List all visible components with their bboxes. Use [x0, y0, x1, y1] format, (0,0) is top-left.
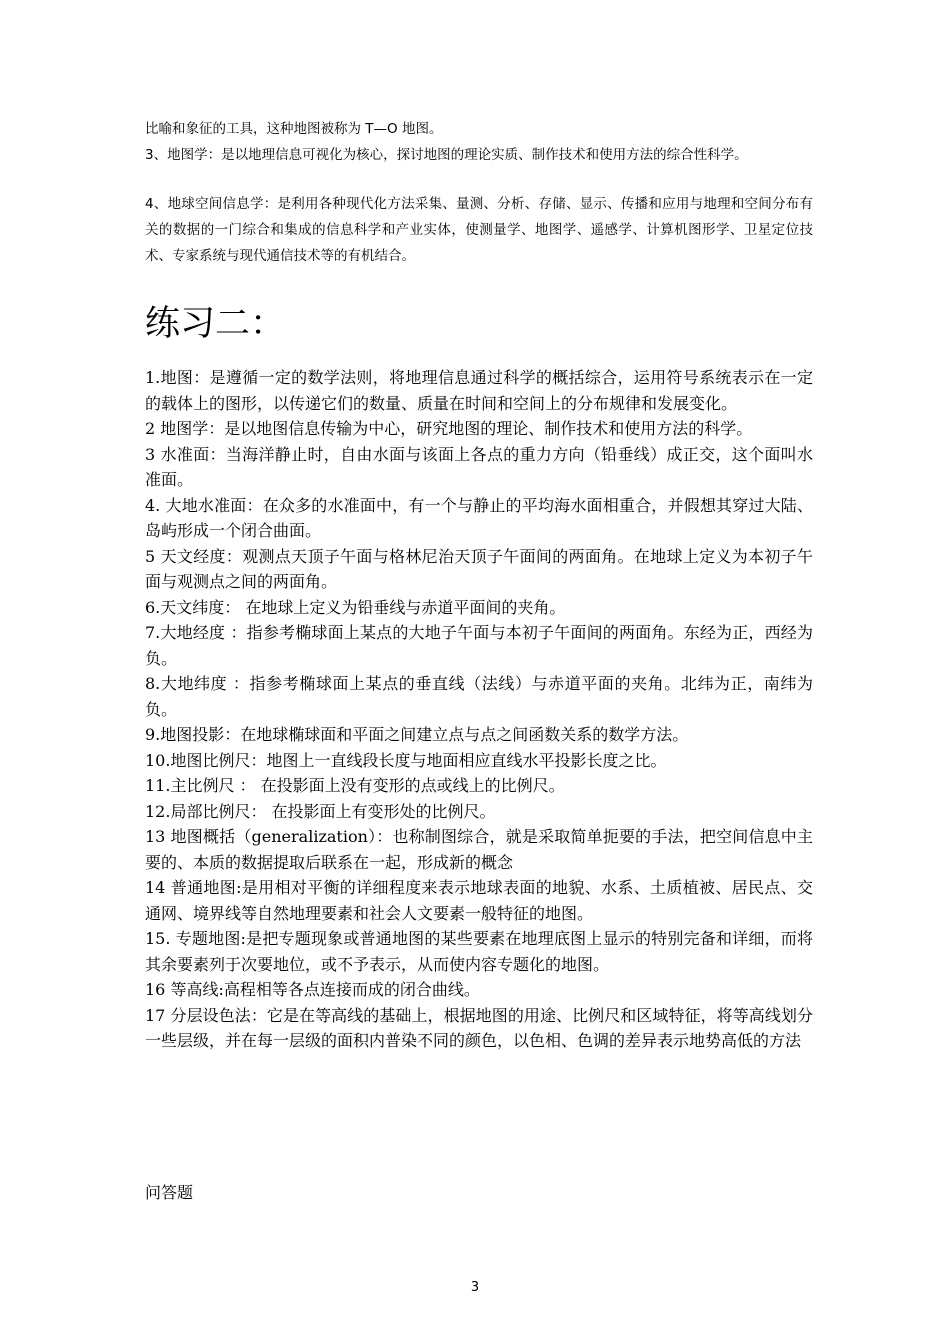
definition-item: 2 地图学：是以地图信息传输为中心，研究地图的理论、制作技术和使用方法的科学。: [145, 419, 753, 438]
section-title: 练习二：: [145, 304, 286, 344]
definition-item: 12.局部比例尺： 在投影面上有变形处的比例尺。: [145, 801, 496, 821]
definition-item: 9.地图投影：在地球椭球面和平面之间建立点与点之间函数关系的数学方法。: [145, 725, 689, 744]
definitions-list: [145, 365, 813, 1054]
definition-item: 15. 专题地图:是把专题现象或普通地图的某些要素在地理底图上显示的特别完备和详细，而将其余要素列于次要地位，或不予表示，从而使内容专题化的地图。: [145, 929, 813, 974]
definition-item: 3 水准面：当海洋静止时，自由水面与该面上各点的重力方向（铅垂线）成正交，这个面叫水准面。: [145, 444, 813, 489]
definition-item: 6.天文纬度： 在地球上定义为铅垂线与赤道平面间的夹角。: [145, 597, 566, 617]
intro-paragraph-to-map: 比喻和象征的工具，这种地图被称为 T—O 地图。: [145, 121, 443, 137]
definition-item: 1.地图：是遵循一定的数学法则，将地理信息通过科学的概括综合，运用符号系统表示在一定的载体上的图形，以传递它们的数量、质量在时间和空间上的分布规律和发展变化。: [145, 368, 813, 413]
definition-item: 11.主比例尺 ： 在投影面上没有变形的点或线上的比例尺。: [145, 776, 565, 795]
definition-item: 8.大地纬度 ：指参考椭球面上某点的垂直线（法线）与赤道平面的夹角。北纬为正，南纬为负。: [145, 674, 813, 719]
definition-item: 13 地图概括（generalization）：也称制图综合，就是采取简单扼要的手法，把空间信息中主要的、本质的数据提取后联系在一起，形成新的概念: [145, 827, 813, 872]
definition-item: 16 等高线:高程相等各点连接而成的闭合曲线。: [145, 980, 480, 999]
definition-item: 7.大地经度 ：指参考椭球面上某点的大地子午面与本初子午面间的两面角。东经为正，西经为负。: [145, 623, 813, 668]
definition-item: 17 分层设色法：它是在等高线的基础上，根据地图的用途、比例尺和区域特征，将等高线划分一些层级，并在每一层级的面积内普染不同的颜色，以色相、色调的差异表示地势高低的方法: [145, 1005, 813, 1050]
page-number: 3: [470, 1280, 480, 1295]
definition-item: 14 普通地图:是用相对平衡的详细程度来表示地球表面的地貌、水系、土质植被、居民点、交通网、境界线等自然地理要素和社会人文要素一般特征的地图。: [145, 878, 813, 923]
intro-paragraph-geomatics: 4、地球空间信息学：是利用各种现代化方法采集、量测、分析、存储、显示、传播和应用与地理和空间分布有关的数据的一门综合和集成的信息科学和产业实体，使测量学、地图学、遥感学、计算机图形学、卫星定位技术、专家系统与现代通信技术等的有机结合。: [145, 196, 813, 264]
definition-item: 4. 大地水准面：在众多的水准面中，有一个与静止的平均海水面相重合，并假想其穿过大陆、岛屿形成一个闭合曲面。: [145, 495, 813, 540]
definition-item: 10.地图比例尺：地图上一直线段长度与地面相应直线水平投影长度之比。: [145, 750, 667, 770]
definition-item: 5 天文经度：观测点天顶子午面与格林尼治天顶子午面间的两面角。在地球上定义为本初子午面与观测点之间的两面角。: [145, 546, 813, 591]
qa-heading: 问答题: [145, 1183, 194, 1202]
intro-paragraph-cartography: 3、地图学：是以地理信息可视化为核心，探讨地图的理论实质、制作技术和使用方法的综合性科学。: [145, 147, 748, 163]
